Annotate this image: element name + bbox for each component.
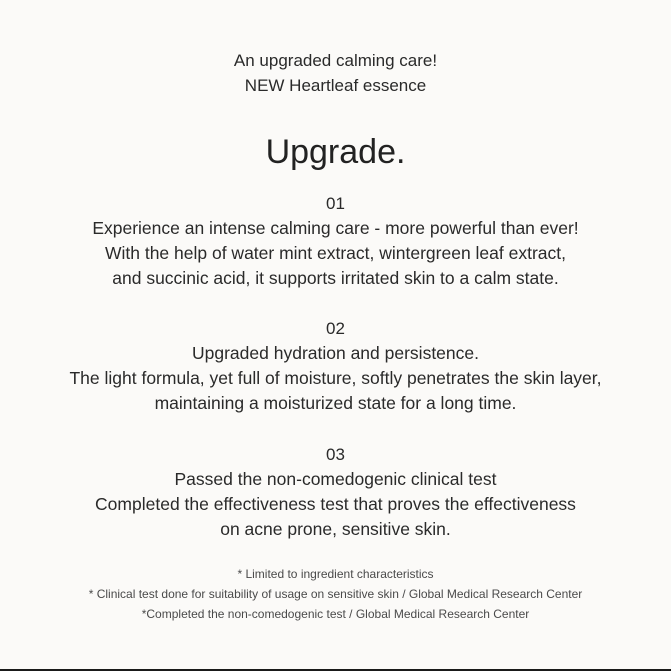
benefit-point-03 [0, 442, 671, 542]
intro-line-2: NEW Heartleaf essence [244, 76, 427, 95]
point-line: Experience an intense calming care - more powerful than ever! [92, 218, 579, 238]
benefit-point-01 [0, 191, 671, 291]
intro-text [0, 48, 671, 98]
point-line: maintaining a moisturized state for a long time. [154, 393, 517, 413]
point-line: With the help of water mint extract, wintergreen leaf extract, [104, 243, 567, 263]
benefit-point-02 [0, 316, 671, 416]
footnote: *Completed the non-comedogenic test / Global Medical Research Center [141, 607, 530, 621]
page-title: Upgrade. [265, 133, 406, 171]
point-line: Passed the non-comedogenic clinical test [174, 469, 497, 489]
point-number: 03 [326, 445, 345, 464]
footnote: * Limited to ingredient characteristics [237, 567, 434, 581]
footnotes [0, 564, 671, 624]
point-number: 01 [326, 194, 345, 213]
point-line: The light formula, yet full of moisture, softly penetrates the skin layer, [69, 368, 602, 388]
intro-line-1: An upgraded calming care! [233, 51, 438, 70]
point-line: and succinic acid, it supports irritated skin to a calm state. [112, 268, 559, 288]
point-line: Upgraded hydration and persistence. [192, 343, 479, 363]
point-line: on acne prone, sensitive skin. [220, 519, 451, 539]
point-number: 02 [326, 319, 345, 338]
footnote: * Clinical test done for suitability of usage on sensitive skin / Global Medical Research Center [88, 587, 583, 601]
point-line: Completed the effectiveness test that proves the effectiveness [95, 494, 576, 514]
